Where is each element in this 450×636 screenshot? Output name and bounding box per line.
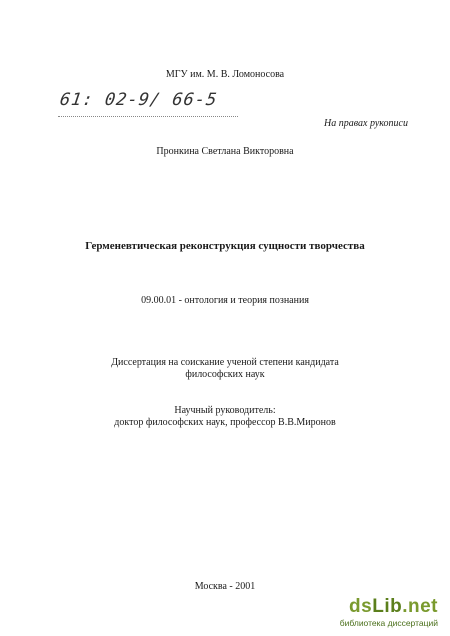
degree-line-1: Диссертация на соискание ученой степени кандидата xyxy=(111,357,339,368)
dslib-logo: dsLib.net xyxy=(349,596,438,617)
advisor-label: Научный руководитель: xyxy=(174,405,276,416)
author-name: Пронкина Светлана Викторовна xyxy=(156,146,294,157)
dissertation-title: Герменевтическая реконструкция сущности творчества xyxy=(85,240,365,252)
specialty-code: 09.00.01 - онтология и теория познания xyxy=(141,295,309,306)
place-year: Москва - 2001 xyxy=(194,581,256,592)
dslib-watermark xyxy=(324,596,442,630)
degree-line-2: философских наук xyxy=(185,369,265,380)
advisor-name: доктор философских наук, профессор В.В.Миронов xyxy=(114,417,336,428)
manuscript-note: На правах рукописи xyxy=(324,118,408,129)
archive-stamp: 61: 02-9/ 66-5 xyxy=(58,90,219,110)
stamp-underline xyxy=(58,110,238,117)
university-name: МГУ им. М. В. Ломоносова xyxy=(165,69,285,80)
dslib-subtitle: библиотека диссертаций xyxy=(339,618,438,628)
